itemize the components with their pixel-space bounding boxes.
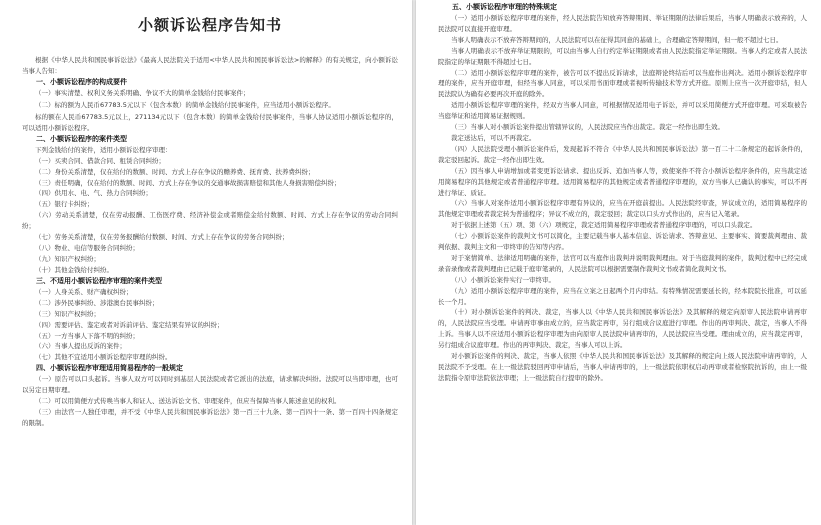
body-paragraph: （七）其他不宜适用小额诉讼程序审理的纠纷。 bbox=[35, 353, 172, 362]
body-paragraph: （七）劳务关系清楚，仅在劳务报酬给付数额、时间、方式上存在争议的劳务合同纠纷； bbox=[35, 233, 289, 242]
body-paragraph: （三）知识产权纠纷； bbox=[35, 309, 100, 318]
body-paragraph: （六）劳动关系清楚，仅在劳动报酬、工伤医疗费、经济补偿金或者赔偿金给付数额、时间、方式上存在争议的劳动合同纠纷； bbox=[22, 211, 398, 231]
body-paragraph: （八）物业、电信等服务合同纠纷； bbox=[35, 244, 139, 252]
section-heading: 一、小额诉讼程序的构成要件 bbox=[36, 77, 127, 86]
body-paragraph: （二）适用小额诉讼程序审理的案件，被告可以不提出反诉请求，法庭辩论终结后可以当庭作出判决。适用小额诉讼程序审理的案件，应当开庭审理，但经当事人同意，可以采用书面审理或者视听传输技术等方式开庭。原则上应当一次开庭审结，但人民法院认为确有必要再次开庭的除外。 bbox=[438, 68, 807, 99]
body-paragraph: 裁定送达后，可以不再裁定。 bbox=[451, 133, 536, 142]
document-page-right bbox=[416, 0, 821, 525]
body-paragraph: （八）小额诉讼案件实行一审终审。 bbox=[451, 275, 555, 284]
body-paragraph: （三）由法官一人独任审理，并不受《中华人民共和国民事诉讼法》第一百三十九条、第一百四十一条、第一百四十四条规定的限制。 bbox=[22, 408, 398, 428]
body-paragraph: 标的额在人民币67783.5元以上，271134元以下（包含本数）的简单金钱给付民事案件，当事人协议适用小额诉讼程序的，可以适用小额诉讼程序。 bbox=[22, 112, 398, 132]
body-paragraph: （一）事实清楚、权利义务关系明确、争议不大的简单金钱给付民事案件； bbox=[35, 89, 250, 98]
body-paragraph: 对小额诉讼案件的判决、裁定，当事人依照《中华人民共和国民事诉讼法》及其解释的规定向上级人民法院申请再审的，人民法院不予受理。在上一级法院驳回再审申请后，当事人申请再审的，上一级法院依职权启动再审或者检察院抗诉的，由上一级法院指令原审法院依法审理；上一级法院自行提审的除外。 bbox=[438, 352, 807, 382]
section-heading: 四、小额诉讼程序审理适用简易程序的一般规定 bbox=[36, 364, 183, 373]
body-paragraph: （四）人民法院受理小额诉讼案件后，发现起诉不符合《中华人民共和国民事诉讼法》第一百二十二条规定的起诉条件的，裁定驳回起诉。裁定一经作出即生效。 bbox=[438, 144, 807, 164]
section-heading: 二、小额诉讼程序的案件类型 bbox=[36, 134, 127, 143]
document-body-right bbox=[438, 13, 807, 384]
document-title: 小额诉讼程序告知书 bbox=[137, 16, 282, 34]
body-paragraph: （四）供用水、电、气、热力合同纠纷； bbox=[35, 189, 152, 198]
body-paragraph: 当事人明确表示不放弃举证期限的，可以由当事人自行约定举证期限或者由人民法院指定举证期限。当事人约定或者人民法院指定的举证期限不得超过七日。 bbox=[438, 46, 807, 66]
body-paragraph: 当事人明确表示不放弃答辩期间的，人民法院可以在征得其同意的基础上，合理确定答辩期间，但一般不超过七日。 bbox=[451, 35, 783, 44]
body-paragraph: （二）涉外民事纠纷、涉港澳台民事纠纷； bbox=[35, 298, 159, 307]
body-paragraph: （六）当事人提出反诉的案件； bbox=[35, 342, 126, 351]
body-paragraph: （二）标的额为人民币67783.5元以下（包含本数）的简单金钱给付民事案件，应当适用小额诉讼程序。 bbox=[35, 100, 335, 109]
document-body-left bbox=[22, 55, 398, 429]
body-paragraph: 对于案情简单、法律适用明确的案件，法官可以当庭作出裁判并说明裁判理由。对于当庭裁判的案件，裁判过程中已经完成录音录像或者裁判理由已记载于庭审笔录的，人民法院可以根据需要制作裁判文书或者简化裁判文书。 bbox=[438, 253, 807, 273]
body-paragraph: （九）知识产权纠纷； bbox=[35, 254, 100, 263]
body-paragraph: （七）小额诉讼案件的裁判文书可以简化，主要记载当事人基本信息、诉讼请求、答辩意见、主要事实、简要裁判理由、裁判依据、裁判主文和一审终审的告知等内容。 bbox=[438, 232, 807, 252]
body-paragraph: （五）一方当事人下落不明的纠纷； bbox=[35, 331, 139, 340]
body-paragraph: （十）其他金钱给付纠纷。 bbox=[35, 265, 113, 274]
body-paragraph: （五）因当事人申请增加或者变更诉讼请求、提出反诉、追加当事人等，致使案件不符合小额诉讼程序条件的，应当裁定适用简易程序的其他规定或者普通程序审理。适用简易程序的其他规定或者普通程序审理的，双方当事人已确认的事实，可以不再进行举证、质证。 bbox=[438, 166, 807, 197]
body-paragraph: （五）银行卡纠纷； bbox=[35, 200, 94, 209]
body-paragraph: （一）买卖合同、借款合同、租赁合同纠纷； bbox=[35, 156, 165, 165]
section-heading: 三、不适用小额诉讼程序审理的案件类型 bbox=[36, 276, 162, 285]
body-paragraph: （一）适用小额诉讼程序审理的案件，经人民法院告知放弃答辩期间、举证期限的法律后果后，当事人明确表示放弃的，人民法院可以直接开庭审理。 bbox=[438, 14, 807, 33]
body-paragraph: （六）当事人对案件适用小额诉讼程序审理有异议的，应当在开庭前提出。人民法院经审查，异议成立的，适用简易程序的其他规定审理或者裁定转为普通程序；异议不成立的，裁定驳回；裁定以口头方式作出的，应当记入笔录。 bbox=[438, 199, 807, 219]
body-paragraph: 对于依据上述第（五）项、第（六）项规定，裁定适用简易程序审理或者普通程序审理的，可以口头裁定。 bbox=[451, 221, 757, 230]
body-paragraph: 根据《中华人民共和国民事诉讼法》《最高人民法院关于适用<中华人民共和国民事诉讼法>的解释》的有关规定，向小额诉讼当事人告知： bbox=[22, 56, 398, 75]
body-paragraph: （一）原告可以口头起诉。当事人双方可以同时到基层人民法院或者它派出的法庭，请求解决纠纷。法院可以当即审理，也可以另定日期审理。 bbox=[22, 375, 398, 395]
body-paragraph: （一）人身关系、财产确权纠纷； bbox=[35, 287, 133, 296]
body-paragraph: （二）可以用简便方式传唤当事人和证人、送达诉讼文书、审理案件，但应当保障当事人陈述意见的权利。 bbox=[35, 397, 341, 406]
body-paragraph: （三）当事人对小额诉讼案件提出管辖异议的，人民法院应当作出裁定。裁定一经作出即生效。 bbox=[451, 123, 724, 132]
body-paragraph: （四）需要评估、鉴定或者对诉前评估、鉴定结果有异议的纠纷； bbox=[35, 320, 224, 329]
body-paragraph: 适用小额诉讼程序审理的案件，经双方当事人同意，可根据情况适用电子诉讼，并可以采用简便方式开庭审理。可采取被告当庭举证和适用简易证据规则。 bbox=[438, 101, 807, 121]
body-paragraph: （十）对小额诉讼案件的判决、裁定，当事人以《中华人民共和国民事诉讼法》及其解释的规定向原审人民法院申请再审的，人民法院应当受理。申请再审事由成立的，应当裁定再审，另行组成合议庭进行审理。作出的再审判决、裁定，当事人不得上诉。当事人以不应适用小额诉讼程序审理为由向原审人民法院申请再审的，人民法院应当受理。理由成立的，应当裁定再审，另行组成合议庭审理。作出的再审判决、裁定，当事人可以上诉。 bbox=[438, 308, 807, 350]
body-paragraph: （二）身份关系清楚，仅在给付的数额、时间、方式上存在争议的赡养费、抚育费、扶养费纠纷； bbox=[35, 167, 315, 176]
section-heading: 五、小额诉讼程序审理的特殊规定 bbox=[452, 3, 557, 11]
body-paragraph: 下列金钱给付的案件，适用小额诉讼程序审理： bbox=[35, 145, 172, 154]
body-paragraph: （九）适用小额诉讼程序审理的案件，应当在立案之日起两个月内审结。有特殊情况需要延长的，经本院院长批准，可以延长一个月。 bbox=[438, 286, 807, 306]
body-paragraph: （三）责任明确，仅在给付的数额、时间、方式上存在争议的交通事故损害赔偿和其他人身损害赔偿纠纷； bbox=[35, 178, 341, 187]
